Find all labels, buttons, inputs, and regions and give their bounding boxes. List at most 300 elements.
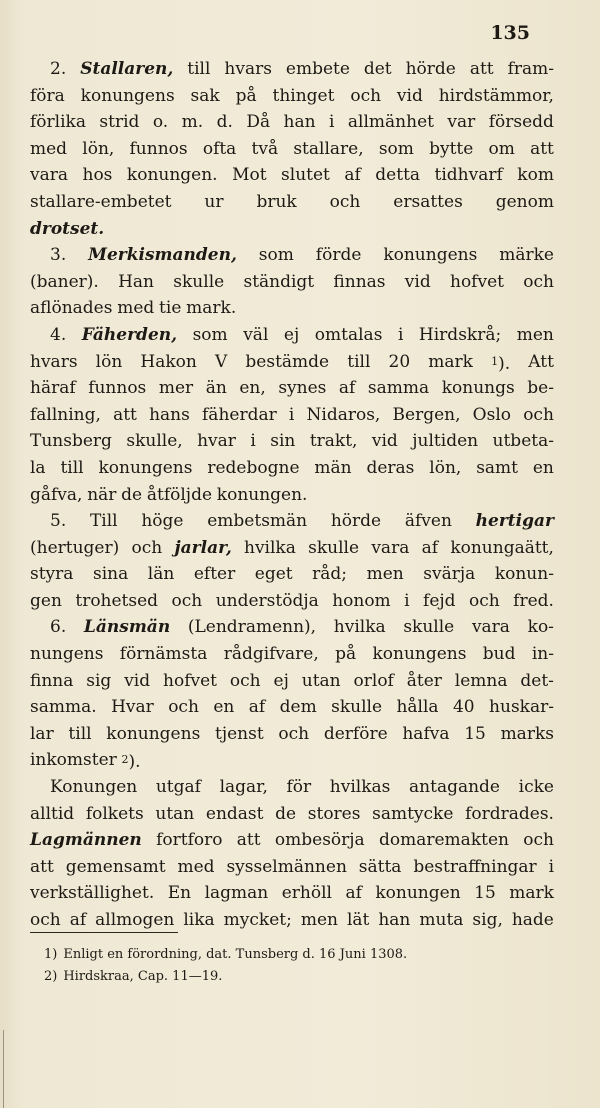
word: genom	[495, 191, 554, 212]
word: som	[378, 138, 414, 159]
text-line	[30, 827, 554, 854]
text-line	[30, 641, 554, 668]
word: lön	[95, 351, 123, 372]
word: skulle	[173, 271, 225, 292]
word: mark	[509, 883, 554, 904]
word: inkomster	[30, 750, 117, 771]
word: Till	[89, 511, 118, 532]
text-line	[30, 322, 554, 349]
footnote-text: Hirdskraa, Cap. 11—19.	[63, 969, 223, 984]
word: V	[215, 351, 228, 372]
word: märke	[499, 245, 554, 266]
word: hos	[82, 165, 113, 186]
word: att	[30, 856, 54, 877]
word: vid	[396, 85, 423, 106]
word: lät	[346, 910, 370, 930]
word: vara	[371, 537, 410, 558]
word: vid	[371, 431, 398, 452]
word: stallare,	[293, 138, 364, 159]
footnote-2	[44, 966, 514, 988]
word: försedd	[488, 112, 554, 133]
word: gen	[30, 590, 62, 611]
word: fäherdar	[202, 404, 277, 425]
word: och	[469, 590, 500, 611]
word: skulle	[403, 617, 455, 638]
text-line	[30, 455, 554, 482]
word: styra	[30, 564, 74, 585]
body-text	[30, 56, 554, 934]
word: hörde	[330, 511, 382, 532]
word: var	[447, 112, 476, 133]
word: till	[187, 59, 211, 79]
word: 5.	[50, 511, 67, 532]
word: af	[421, 537, 439, 558]
word: hörde	[405, 59, 456, 79]
word: tie	[159, 298, 182, 319]
page-number: 135	[490, 22, 530, 44]
word: utan	[155, 803, 195, 824]
text-line	[30, 189, 554, 216]
word: äfven	[404, 511, 452, 532]
word: och	[131, 537, 163, 558]
word: funnos	[88, 378, 147, 399]
text-line	[30, 162, 554, 189]
word: vara	[471, 617, 510, 638]
word: ko-	[527, 617, 554, 638]
word: att	[469, 59, 494, 79]
word: än	[205, 378, 227, 399]
word: med	[177, 856, 215, 877]
text-line	[30, 136, 554, 163]
word: erhöll	[281, 883, 332, 904]
word: men	[300, 910, 338, 930]
word: på	[335, 644, 357, 665]
word: ej	[273, 670, 289, 691]
word: nungens	[30, 644, 104, 665]
word: på	[235, 85, 257, 106]
word: kom	[517, 165, 554, 186]
word: efter	[193, 564, 236, 585]
word: häraf	[30, 378, 76, 399]
word: bruk	[256, 191, 297, 212]
text-line	[30, 588, 554, 615]
word: omtalas	[314, 324, 383, 345]
word: sak	[190, 85, 220, 106]
word: ersattes	[393, 191, 463, 212]
word: och	[523, 404, 554, 425]
word: (hertuger)	[30, 537, 120, 558]
word: och	[278, 723, 310, 744]
word: Mot	[232, 165, 267, 186]
footnote-text: Enligt en förordning, dat. Tunsberg d. 16 Juni 1308.	[63, 947, 408, 962]
word: det-	[520, 670, 554, 691]
word: utbeta-	[492, 431, 554, 452]
word: som	[258, 245, 294, 266]
word: lagman	[204, 883, 269, 904]
word: hvilka	[244, 537, 296, 558]
word: sysselmännen	[226, 856, 347, 877]
word: och	[523, 830, 554, 851]
word: i	[250, 431, 256, 452]
word: stores	[307, 803, 361, 824]
word: Tunsberg	[30, 431, 112, 452]
word: samtycke	[372, 803, 454, 824]
word: hvars	[30, 351, 78, 372]
footnote-rule	[30, 932, 178, 933]
word: o.	[152, 112, 169, 133]
word: eget	[254, 564, 293, 585]
word: i	[288, 404, 295, 425]
word: fejd	[423, 590, 456, 611]
text-line	[30, 561, 554, 588]
word: fram-	[507, 59, 554, 79]
word: sin	[270, 431, 296, 452]
word: Hakon	[140, 351, 197, 372]
word: sina	[92, 564, 129, 585]
word: och	[229, 670, 261, 691]
word: deras	[366, 457, 415, 478]
text-line	[30, 614, 554, 641]
word: höge	[141, 511, 184, 532]
word: domaremakten	[379, 830, 509, 851]
word: en	[532, 457, 554, 478]
word: de	[275, 803, 297, 824]
text-line	[30, 83, 554, 110]
word: Stallaren,	[80, 59, 174, 79]
word: hofvet	[163, 670, 218, 691]
word: som	[192, 324, 228, 345]
word: i	[548, 856, 554, 877]
word: med	[30, 138, 68, 159]
text-line	[30, 907, 554, 934]
word: embete	[285, 59, 350, 79]
word: detta	[375, 165, 421, 186]
word: utgaf	[155, 777, 201, 798]
word: med	[117, 298, 155, 319]
word: be-	[527, 378, 554, 399]
footnote-mark: 2)	[44, 969, 58, 984]
word: en,	[239, 378, 266, 399]
text-line	[30, 216, 554, 243]
word: konungen	[375, 883, 461, 904]
word: hålla	[396, 697, 439, 718]
word: dem	[279, 697, 317, 718]
word: Oslo	[472, 404, 512, 425]
word: synes	[278, 378, 327, 399]
text-line	[30, 109, 554, 136]
word: råd;	[312, 564, 348, 585]
word: konungens	[106, 723, 201, 744]
text-line	[30, 349, 554, 376]
word: konungens	[383, 245, 478, 266]
word: i	[404, 590, 410, 611]
word: hofvet	[450, 271, 504, 292]
word: gemensamt	[65, 856, 166, 877]
page-edge-mark	[3, 1030, 4, 1108]
word: Länsmän	[83, 617, 171, 638]
text-line	[30, 854, 554, 881]
word: väl	[243, 324, 269, 345]
text-line	[30, 508, 554, 535]
text-line	[30, 269, 554, 296]
text-line	[30, 428, 554, 455]
word: män	[314, 457, 352, 478]
word: bestämde	[245, 351, 330, 372]
word: Bergen,	[392, 404, 461, 425]
word: allmogen	[95, 910, 175, 930]
word: åtföljde	[146, 484, 213, 505]
word: vid	[404, 271, 431, 292]
word: konungen.	[126, 165, 218, 186]
word: Hirdskrå;	[418, 324, 502, 345]
word: förlika	[30, 112, 86, 133]
word: lar	[30, 723, 54, 744]
word: i	[329, 112, 335, 133]
word: bytte	[429, 138, 474, 159]
word: skulle	[308, 537, 360, 558]
word: $^1$).	[491, 353, 511, 374]
word: folkets	[85, 803, 144, 824]
word: konungens	[372, 644, 467, 665]
word: till	[347, 351, 371, 372]
text-line	[30, 375, 554, 402]
word: konungs	[441, 378, 515, 399]
word: en	[213, 697, 235, 718]
word: jarlar,	[174, 537, 232, 558]
word: konungen.	[216, 484, 308, 505]
word: konungaätt,	[450, 537, 554, 558]
word: att	[113, 404, 137, 425]
word: hvilka	[333, 617, 386, 638]
word: mycket;	[223, 910, 292, 930]
text-line	[30, 721, 554, 748]
word: derföre	[323, 723, 388, 744]
word: bud	[482, 644, 516, 665]
word: hvilkas	[329, 777, 391, 798]
word: orlof	[353, 670, 394, 691]
word: och	[350, 85, 382, 106]
word: hans	[149, 404, 190, 425]
word: och	[30, 910, 61, 930]
word: af	[69, 910, 87, 930]
text-line	[30, 880, 554, 907]
word: sig	[86, 670, 112, 691]
word: af	[248, 697, 266, 718]
word: utan	[301, 670, 341, 691]
word: 15	[474, 883, 496, 904]
word: vara	[30, 165, 69, 186]
word: embetsmän	[207, 511, 308, 532]
word: in-	[531, 644, 554, 665]
word: förde	[315, 245, 362, 266]
word: ej	[283, 324, 300, 345]
word: fordrades.	[465, 803, 554, 824]
text-line	[30, 668, 554, 695]
text-line	[30, 694, 554, 721]
word: och	[329, 191, 361, 212]
word: endast	[205, 803, 264, 824]
word: skulle	[331, 697, 383, 718]
word: att	[236, 830, 261, 851]
word: jultiden	[412, 431, 479, 452]
word: vid	[124, 670, 151, 691]
word: honom	[332, 590, 391, 611]
word: samma.	[30, 697, 97, 718]
word: af	[344, 165, 361, 186]
word: trakt,	[309, 431, 358, 452]
word: fallning,	[30, 404, 101, 425]
word: icke	[518, 777, 554, 798]
word: ur	[204, 191, 224, 212]
text-line	[30, 242, 554, 269]
word: lemna	[454, 670, 508, 691]
word: samt	[476, 457, 518, 478]
word: $^2$).	[121, 752, 141, 773]
word: mer	[158, 378, 194, 399]
footnote-mark: 1)	[44, 947, 58, 962]
word: län	[147, 564, 175, 585]
word: finna	[30, 670, 74, 691]
word: strid	[99, 112, 140, 133]
footnote-1	[44, 944, 514, 966]
text-line	[30, 402, 554, 429]
word: hirdstämmor,	[438, 85, 554, 106]
word: Merkismanden,	[88, 245, 237, 266]
word: af	[338, 378, 356, 399]
word: och	[168, 697, 199, 718]
word: 15	[464, 723, 486, 744]
word: En	[167, 883, 192, 904]
footnotes	[44, 944, 514, 988]
word: hade	[511, 910, 554, 930]
text-line	[30, 482, 554, 509]
word: bestraffningar	[413, 856, 537, 877]
word: 20	[388, 351, 411, 372]
word: gåfva,	[30, 484, 83, 505]
word: ombesörja	[274, 830, 365, 851]
word: konun-	[494, 564, 554, 585]
word: men	[366, 564, 404, 585]
text-line	[30, 56, 554, 83]
word: och	[523, 271, 554, 292]
word: om	[488, 138, 515, 159]
word: två	[251, 138, 279, 159]
word: Att	[528, 351, 554, 372]
word: af	[345, 883, 362, 904]
word: d.	[216, 112, 233, 133]
word: alltid	[30, 803, 75, 824]
word: funnos	[129, 138, 188, 159]
word: muta	[419, 910, 464, 930]
word: redebogne	[207, 457, 300, 478]
word: sig,	[472, 910, 503, 930]
word: lagar,	[219, 777, 268, 798]
word: sätta	[358, 856, 402, 877]
word: finnas	[333, 271, 386, 292]
word: föra	[30, 85, 65, 106]
word: Då	[246, 112, 271, 133]
word: åter	[406, 670, 442, 691]
word: Han	[118, 271, 155, 292]
word: till	[60, 457, 84, 478]
word: Lagmännen	[30, 830, 142, 851]
word: fred.	[513, 590, 554, 611]
word: Hvar	[111, 697, 154, 718]
word: stallare-embetet	[30, 191, 172, 212]
word: lön,	[429, 457, 462, 478]
word: konungens	[80, 85, 175, 106]
word: antagande	[409, 777, 500, 798]
word: 6.	[50, 617, 67, 638]
word: hvar	[197, 431, 236, 452]
word: 4.	[50, 324, 67, 345]
word: men	[516, 324, 554, 345]
word: tidhvarf	[434, 165, 503, 186]
word: han	[378, 910, 411, 930]
word: till	[68, 723, 92, 744]
word: 40	[452, 697, 475, 718]
word: konungens	[98, 457, 193, 478]
text-line	[30, 535, 554, 562]
word: hertigar	[475, 511, 554, 532]
word: la	[30, 457, 46, 478]
word: att	[530, 138, 554, 159]
word: 3.	[50, 245, 67, 266]
text-line	[30, 295, 554, 322]
word: fortforo	[156, 830, 223, 851]
word: hvars	[224, 59, 272, 79]
word: i	[397, 324, 404, 345]
text-line	[30, 801, 554, 828]
word: han	[283, 112, 316, 133]
word: thinget	[272, 85, 335, 106]
word: (Lendramenn),	[187, 617, 317, 638]
word: understödja	[215, 590, 319, 611]
word: slutet	[281, 165, 330, 186]
word: marks	[500, 723, 554, 744]
word: lön,	[82, 138, 115, 159]
word: m.	[181, 112, 204, 133]
word: trohetsed	[75, 590, 159, 611]
word: hafva	[402, 723, 450, 744]
word: ständigt	[243, 271, 315, 292]
word: (baner).	[30, 271, 99, 292]
word: tjenst	[215, 723, 264, 744]
word: mark	[428, 351, 473, 372]
word: när	[87, 484, 117, 505]
word: huskar-	[489, 697, 554, 718]
word: mark.	[186, 298, 237, 319]
word: verkställighet.	[30, 883, 155, 904]
word: svärja	[423, 564, 476, 585]
word: aflönades	[30, 298, 113, 319]
word: och	[171, 590, 203, 611]
word: förnämsta	[119, 644, 208, 665]
word: Fäherden,	[81, 324, 178, 345]
text-line	[30, 774, 554, 801]
word: 2.	[50, 59, 67, 79]
word: drotset.	[30, 218, 105, 239]
word: de	[121, 484, 143, 505]
text-line	[30, 747, 554, 774]
word: Nidaros,	[306, 404, 381, 425]
word: Konungen	[50, 777, 138, 798]
word: för	[286, 777, 312, 798]
word: skulle,	[126, 431, 183, 452]
word: lika	[183, 910, 215, 930]
word: samma	[367, 378, 430, 399]
word: ofta	[202, 138, 237, 159]
